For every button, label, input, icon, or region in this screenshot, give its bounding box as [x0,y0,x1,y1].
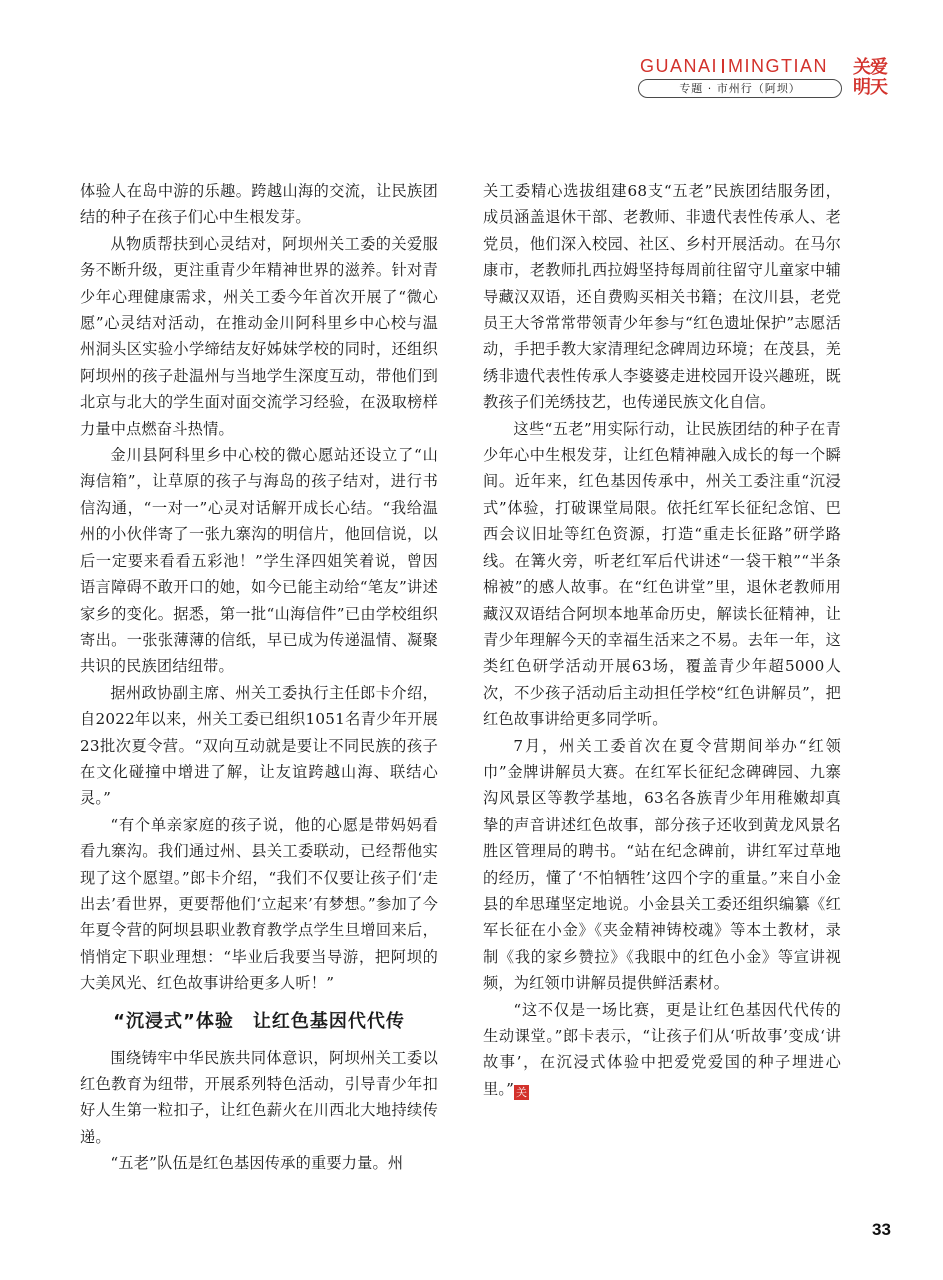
closing-paragraph-text: “这不仅是一场比赛，更是让红色基因代代传的生动课堂。”郎卡表示，“让孩子们从‘听故事’变成‘讲故事’，在沉浸式体验中把爱党爱国的种子埋进心里。” [483,1000,841,1098]
brand-word-mingtian: MINGTIAN [728,56,829,76]
paragraph: 围绕铸牢中华民族共同体意识，阿坝州关工委以红色教育为纽带，开展系列特色活动，引导青少年扣好人生第一粒扣子，让红色薪火在川西北大地持续传递。 [80,1048,438,1146]
paragraph: “有个单亲家庭的孩子说，他的心愿是带妈妈看看九寨沟。我们通过州、县关工委联动，已经帮他实现了这个愿望。”郎卡介绍，“我们不仅要让孩子们‘走出去’看世界，更要帮他们‘立起来’有梦想。”参加了今年夏令营的阿坝县职业教育教学点学生旦增回来后，悄悄定下职业理想：“毕业后我要当导游，把阿坝的大美风光、红色故事讲给更多人听！” [80,815,438,993]
logo-line-2: 明天 [853,77,887,98]
logo-line-1: 关爱 [853,57,887,78]
paragraph: 金川县阿科里乡中心校的微心愿站还设立了“山海信箱”，让草原的孩子与海岛的孩子结对，进行书信沟通，“一对一”心灵对话解开成长心结。“我给温州的小伙伴寄了一张九寨沟的明信片，他回信说，以后一定要来看看五彩池！”学生泽四姐笑着说，曾因语言障碍不敢开口的她，如今已能主动给“笔友”讲述家乡的变化。据悉，第一批“山海信件”已由学校组织寄出。一张张薄薄的信纸，早已成为传递温情、凝聚共识的民族团结纽带。 [80,446,438,676]
paragraph: 这些“五老”用实际行动，让民族团结的种子在青少年心中生根发芽，让红色精神融入成长的每一个瞬间。近年来，红色基因传承中，州关工委注重“沉浸式”体验，打破课堂局限。依托红军长征纪念馆、巴西会议旧址等红色资源，打造“重走长征路”研学路线。在篝火旁，听老红军后代讲述“一袋干粮”“半条棉被”的感人故事。在“红色讲堂”里，退休老教师用藏汉双语结合阿坝本地革命历史，解读长征精神，让青少年理解今天的幸福生活来之不易。去年一年，这类红色研学活动开展63场，覆盖青少年超5000人次，不少孩子活动后主动担任学校“红色讲解员”，把红色故事讲给更多同学听。 [483,419,841,729]
article-end-mark-icon: 关 [516,1085,528,1099]
paragraph: 体验人在岛中游的乐趣。跨越山海的交流，让民族团结的种子在孩子们心中生根发芽。 [80,182,438,227]
page-number: 33 [872,1220,891,1239]
brand-separator [722,59,724,73]
paragraph: 7月，州关工委首次在夏令营期间举办“红领巾”金牌讲解员大赛。在红军长征纪念碑碑园、九寨沟风景区等教学基地，63名各族青少年用稚嫩却真挚的声音讲述红色故事，部分孩子还收到黄龙风景名胜区管理局的聘书。“站在纪念碑前，讲红军过草地的经历，懂了‘不怕牺牲’这四个字的重量。”来自小金县的牟思瑾坚定地说。小金县关工委还组织编纂《红军长征在小金》《夹金精神铸校魂》等本土教材，录制《我的家乡赞拉》《我眼中的红色小金》等宣讲视频，为红领巾讲解员提供鲜活素材。 [483,736,841,993]
paragraph: 关工委精心选拔组建68支“五老”民族团结服务团，成员涵盖退休干部、老教师、非遗代表性传承人、老党员，他们深入校园、社区、乡村开展活动。在马尔康市，老教师扎西拉姆坚持每周前往留守儿童家中辅导藏汉双语，还自费购买相关书籍；在汶川县，老党员王大爷常常带领青少年参与“红色遗址保护”志愿活动，手把手教大家清理纪念碑周边环境；在茂县，羌绣非遗代表性传承人李婆婆走进校园开设兴趣班，既教孩子们羌绣技艺，也传递民族文化自信。 [483,182,841,412]
column-label: 专题 · 市州行（阿坝） [638,79,842,98]
paragraph: 从物质帮扶到心灵结对，阿坝州关工委的关爱服务不断升级，更注重青少年精神世界的滋养。针对青少年心理健康需求，州关工委今年首次开展了“微心愿”心灵结对活动，在推动金川阿科里乡中心校与温州洞头区实验小学缔结友好姊妹学校的同时，还组织阿坝州的孩子赴温州与当地学生深度互动，带他们到北京与北大的学生面对面交流学习经验，在汲取榜样力量中点燃奋斗热情。 [80,234,438,438]
article-column-right [483,178,841,1102]
magazine-logo [853,58,893,98]
section-heading: “沉浸式”体验 让红色基因代代传 [113,1010,405,1032]
paragraph [483,997,841,1103]
paragraph: 据州政协副主席、州关工委执行主任郎卡介绍，自2022年以来，州关工委已组织1051名青少年开展23批次夏令营。“双向互动就是要让不同民族的孩子在文化碰撞中增进了解，让友谊跨越山海、联结心灵。” [80,683,438,808]
paragraph: “五老”队伍是红色基因传承的重要力量。州 [110,1154,404,1173]
page-header [0,0,943,110]
brand-word-guanai: GUANAI [640,56,719,76]
article-column-left [80,178,438,1177]
magazine-brand-english [640,56,828,77]
